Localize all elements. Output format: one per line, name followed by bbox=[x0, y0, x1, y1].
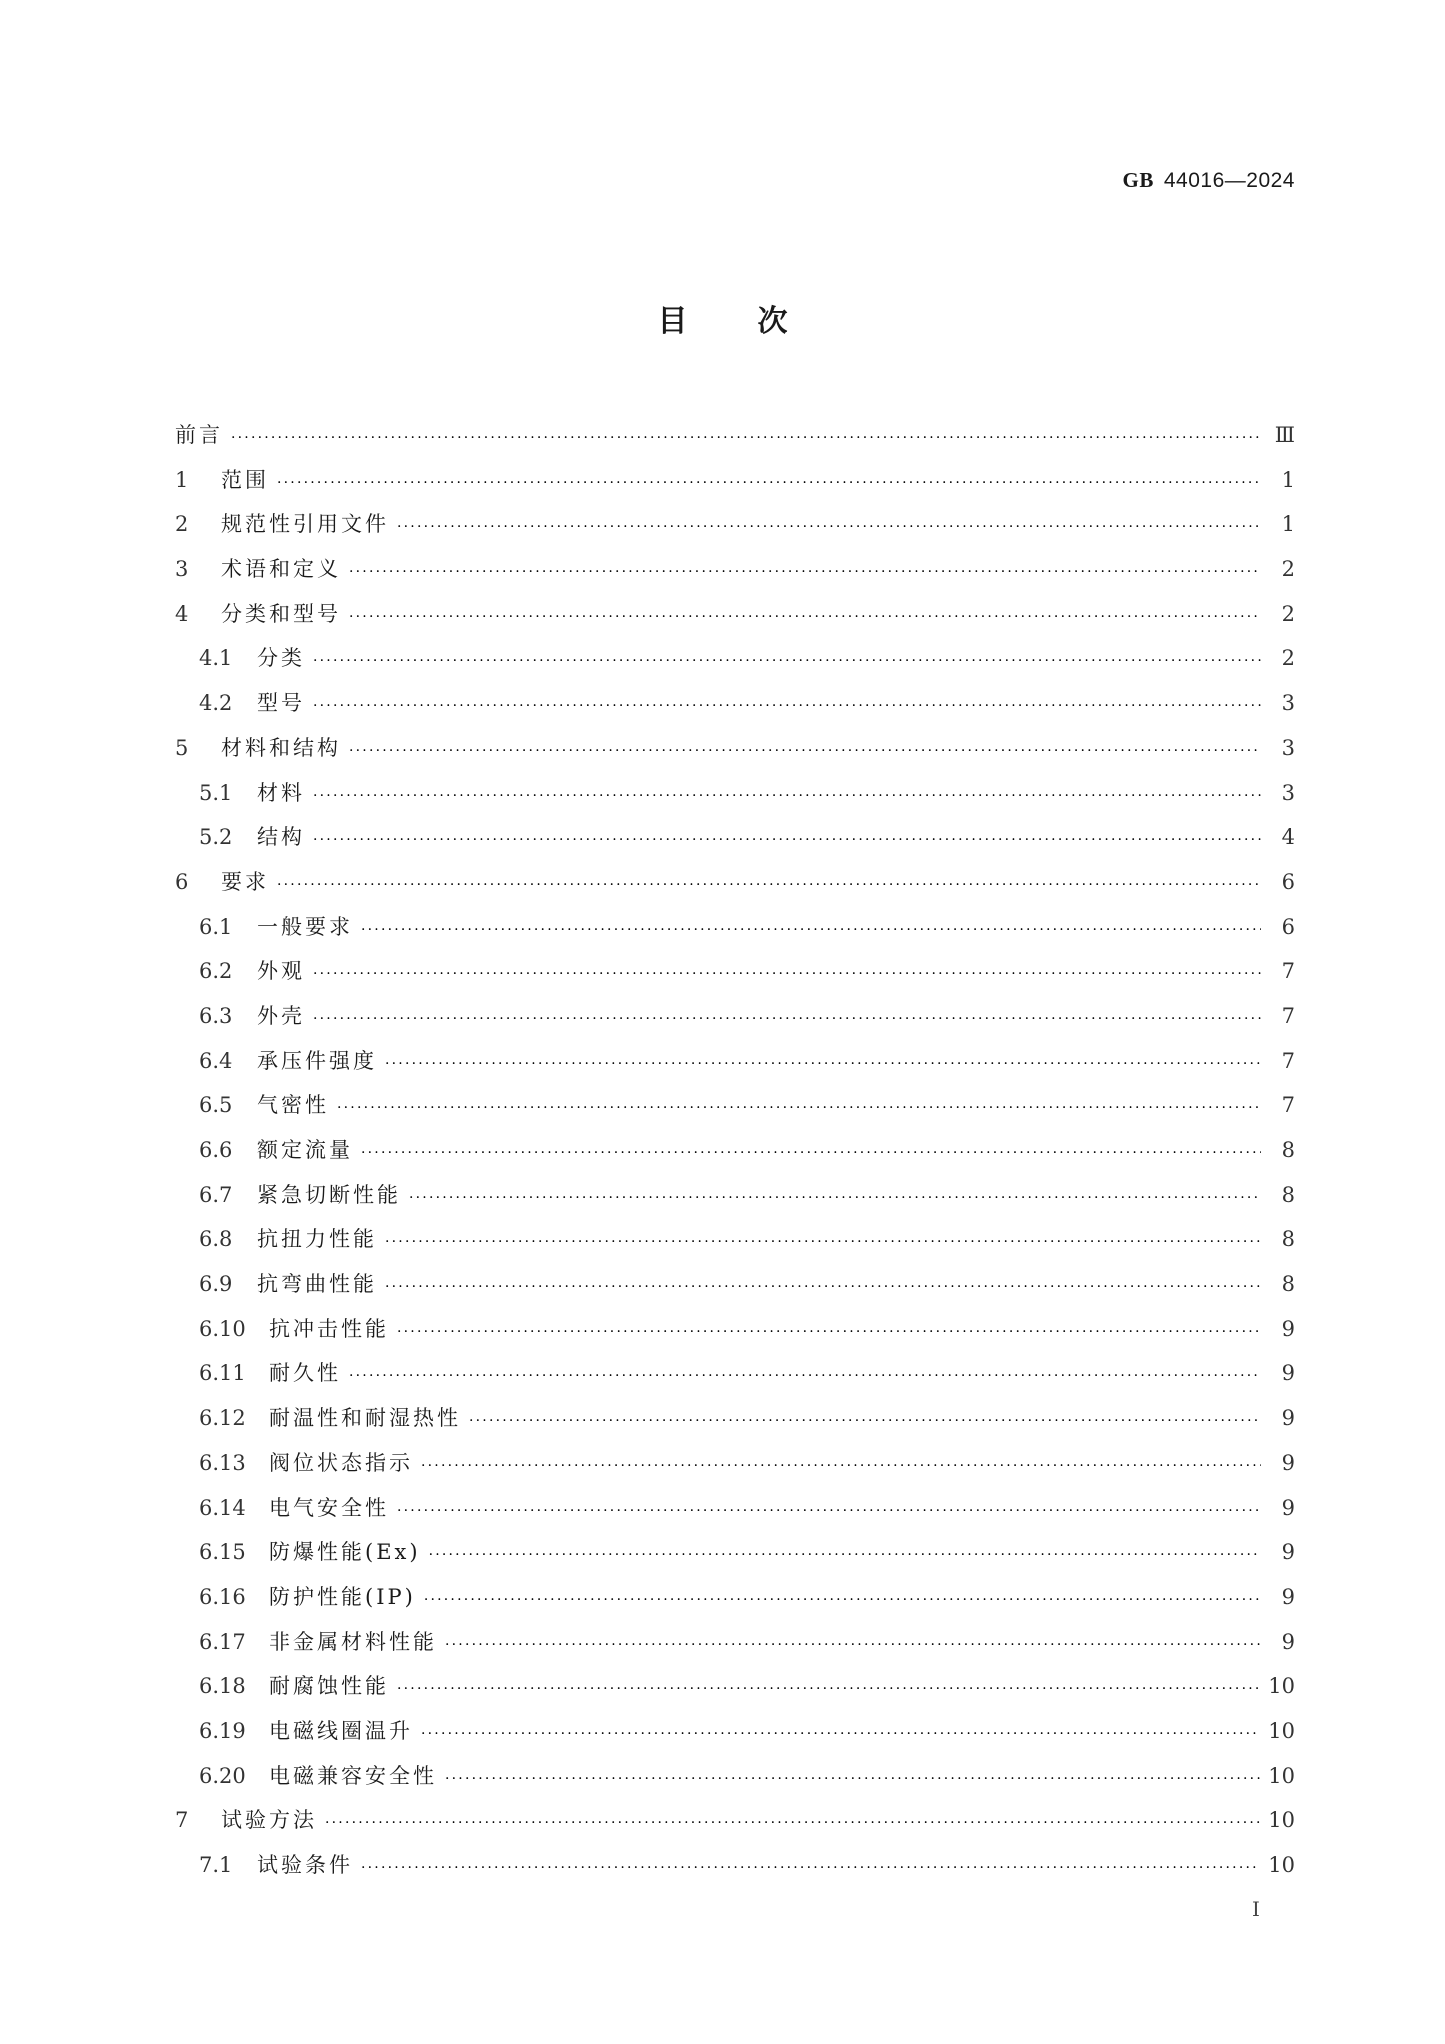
toc-entry-number: 6.4 bbox=[199, 1048, 233, 1073]
toc-leader-dots bbox=[385, 1042, 1261, 1087]
toc-entry-label: 前言 bbox=[175, 423, 223, 447]
toc-entry[interactable] bbox=[175, 681, 1295, 726]
table-of-contents bbox=[175, 413, 1295, 1888]
toc-entry-label: 外观 bbox=[257, 959, 305, 984]
toc-entry-label: 电磁线圈温升 bbox=[269, 1718, 413, 1743]
toc-leader-dots bbox=[313, 684, 1261, 729]
toc-entry-label: 分类 bbox=[257, 646, 305, 671]
toc-entry-number: 6.15 bbox=[199, 1540, 246, 1565]
toc-entry-page: 2 bbox=[1281, 557, 1295, 582]
toc-entry-label: 抗冲击性能 bbox=[269, 1316, 389, 1341]
toc-entry-label: 耐久性 bbox=[269, 1361, 341, 1386]
toc-entry-label: 范围 bbox=[221, 467, 269, 492]
standard-number: 44016—2024 bbox=[1163, 169, 1295, 192]
toc-entry-number: 6.3 bbox=[199, 1003, 233, 1028]
toc-entry[interactable] bbox=[175, 1441, 1295, 1486]
toc-entry-page: 7 bbox=[1281, 1093, 1295, 1118]
toc-entry[interactable] bbox=[175, 1798, 1295, 1843]
page-title bbox=[0, 296, 1445, 340]
toc-entry[interactable] bbox=[175, 502, 1295, 547]
toc-entry-number: 6.1 bbox=[199, 914, 233, 939]
toc-entry-number: 6.12 bbox=[199, 1406, 246, 1431]
toc-entry-page: 8 bbox=[1281, 1272, 1295, 1297]
page-number: I bbox=[1252, 1897, 1260, 1921]
toc-entry-page: 10 bbox=[1268, 1674, 1295, 1699]
toc-entry-label: 试验条件 bbox=[257, 1853, 353, 1877]
toc-leader-dots bbox=[421, 1712, 1260, 1757]
toc-entry[interactable] bbox=[175, 547, 1295, 592]
toc-entry[interactable] bbox=[175, 1217, 1295, 1262]
toc-entry[interactable] bbox=[175, 636, 1295, 681]
toc-leader-dots bbox=[349, 1354, 1261, 1399]
standard-prefix: GB bbox=[1122, 168, 1154, 192]
toc-entry[interactable] bbox=[175, 592, 1295, 637]
toc-leader-dots bbox=[313, 818, 1261, 863]
toc-entry[interactable] bbox=[175, 1530, 1295, 1575]
toc-entry-number: 5.2 bbox=[199, 825, 233, 850]
toc-entry-page: 2 bbox=[1281, 601, 1295, 626]
toc-entry-page: 7 bbox=[1281, 1048, 1295, 1073]
toc-entry-page: 10 bbox=[1268, 1763, 1295, 1788]
toc-entry-label: 外壳 bbox=[257, 1003, 305, 1028]
toc-entry[interactable] bbox=[175, 1083, 1295, 1128]
toc-entry-number: 4 bbox=[175, 601, 189, 626]
toc-leader-dots bbox=[409, 1176, 1261, 1221]
toc-entry-page: 9 bbox=[1281, 1361, 1295, 1386]
toc-leader-dots bbox=[397, 505, 1261, 550]
toc-entry-number: 7.1 bbox=[199, 1853, 233, 1877]
toc-entry[interactable] bbox=[175, 458, 1295, 503]
toc-leader-dots bbox=[313, 639, 1261, 684]
toc-leader-dots bbox=[349, 550, 1261, 595]
toc-entry-label: 电磁兼容安全性 bbox=[269, 1763, 437, 1788]
toc-entry-label: 阀位状态指示 bbox=[269, 1450, 413, 1475]
toc-leader-dots bbox=[397, 1310, 1261, 1355]
toc-entry[interactable] bbox=[175, 860, 1295, 905]
toc-entry[interactable] bbox=[175, 771, 1295, 816]
toc-entry-number: 6.19 bbox=[199, 1718, 246, 1743]
toc-leader-dots bbox=[231, 416, 1261, 461]
toc-entry-number: 6 bbox=[175, 869, 189, 894]
toc-entry-label: 气密性 bbox=[257, 1093, 329, 1118]
toc-leader-dots bbox=[424, 1578, 1261, 1623]
toc-entry-label: 耐腐蚀性能 bbox=[269, 1674, 389, 1699]
toc-entry-label: 一般要求 bbox=[257, 914, 353, 939]
toc-entry[interactable] bbox=[175, 1620, 1295, 1665]
toc-entry-label: 抗弯曲性能 bbox=[257, 1272, 377, 1297]
toc-entry-number: 7 bbox=[175, 1808, 189, 1833]
toc-entry[interactable] bbox=[175, 905, 1295, 950]
toc-leader-dots bbox=[277, 863, 1261, 908]
toc-entry-label: 试验方法 bbox=[221, 1808, 317, 1833]
toc-entry-number: 6.5 bbox=[199, 1093, 233, 1118]
toc-entry[interactable] bbox=[175, 1486, 1295, 1531]
toc-entry-label: 防护性能(IP) bbox=[269, 1584, 416, 1609]
toc-entry-page: 1 bbox=[1281, 467, 1295, 492]
toc-entry-label: 要求 bbox=[221, 869, 269, 894]
toc-leader-dots bbox=[277, 461, 1261, 506]
toc-entry-number: 6.8 bbox=[199, 1227, 233, 1252]
toc-entry-label: 型号 bbox=[257, 691, 305, 716]
toc-entry-label: 分类和型号 bbox=[221, 601, 341, 626]
toc-entry[interactable] bbox=[175, 1262, 1295, 1307]
toc-entry-number: 1 bbox=[175, 467, 189, 492]
toc-entry-number: 6.6 bbox=[199, 1138, 233, 1162]
toc-entry-label: 耐温性和耐湿热性 bbox=[269, 1406, 461, 1431]
toc-entry-label: 材料 bbox=[257, 780, 305, 805]
toc-entry-label: 紧急切断性能 bbox=[257, 1182, 401, 1207]
toc-entry-number: 4.2 bbox=[199, 691, 233, 716]
toc-entry-page: 9 bbox=[1281, 1316, 1295, 1341]
toc-entry-page: 9 bbox=[1281, 1495, 1295, 1520]
toc-entry-number: 4.1 bbox=[199, 646, 233, 671]
toc-entry-label: 结构 bbox=[257, 825, 305, 850]
toc-entry-page: 1 bbox=[1281, 512, 1295, 537]
toc-entry-label: 材料和结构 bbox=[221, 735, 341, 760]
toc-entry[interactable] bbox=[175, 1396, 1295, 1441]
toc-leader-dots bbox=[325, 1801, 1260, 1846]
toc-entry-number: 6.11 bbox=[199, 1361, 246, 1386]
toc-leader-dots bbox=[397, 1489, 1261, 1534]
toc-entry-page: 4 bbox=[1281, 825, 1295, 850]
toc-entry-page: Ⅲ bbox=[1274, 423, 1295, 447]
toc-entry-number: 6.9 bbox=[199, 1272, 233, 1297]
toc-entry-number: 6.16 bbox=[199, 1584, 246, 1609]
toc-entry-number: 6.13 bbox=[199, 1450, 246, 1475]
toc-leader-dots bbox=[337, 1086, 1261, 1131]
toc-entry-page: 6 bbox=[1281, 869, 1295, 894]
toc-entry[interactable] bbox=[175, 413, 1295, 458]
toc-entry-label: 抗扭力性能 bbox=[257, 1227, 377, 1252]
toc-entry-page: 10 bbox=[1268, 1718, 1295, 1743]
toc-leader-dots bbox=[421, 1444, 1261, 1489]
toc-entry-label: 防爆性能(Ex) bbox=[269, 1540, 421, 1565]
toc-entry-page: 2 bbox=[1281, 646, 1295, 671]
toc-entry-page: 3 bbox=[1281, 780, 1295, 805]
toc-entry-label: 电气安全性 bbox=[269, 1495, 389, 1520]
toc-entry[interactable] bbox=[175, 949, 1295, 994]
title-char-2: 次 bbox=[757, 304, 788, 339]
toc-entry[interactable] bbox=[175, 1709, 1295, 1754]
toc-leader-dots bbox=[445, 1623, 1261, 1668]
toc-entry[interactable] bbox=[175, 1754, 1295, 1799]
toc-entry-page: 10 bbox=[1268, 1808, 1295, 1833]
toc-entry-page: 9 bbox=[1281, 1629, 1295, 1654]
toc-leader-dots bbox=[445, 1757, 1260, 1802]
toc-leader-dots bbox=[397, 1667, 1260, 1712]
toc-leader-dots bbox=[349, 595, 1261, 640]
toc-leader-dots bbox=[313, 997, 1261, 1042]
toc-entry-label: 非金属材料性能 bbox=[269, 1629, 437, 1654]
toc-entry[interactable] bbox=[175, 1173, 1295, 1218]
toc-entry[interactable] bbox=[175, 1575, 1295, 1620]
toc-entry-page: 3 bbox=[1281, 735, 1295, 760]
standard-code bbox=[1123, 168, 1295, 193]
toc-entry-page: 7 bbox=[1281, 1003, 1295, 1028]
toc-entry-number: 5.1 bbox=[199, 780, 233, 805]
toc-entry-number: 6.17 bbox=[199, 1629, 246, 1654]
toc-entry[interactable] bbox=[175, 726, 1295, 771]
toc-leader-dots bbox=[313, 952, 1261, 997]
toc-entry-number: 6.2 bbox=[199, 959, 233, 984]
toc-entry-page: 9 bbox=[1281, 1406, 1295, 1431]
toc-entry-label: 规范性引用文件 bbox=[221, 512, 389, 537]
toc-entry-page: 8 bbox=[1281, 1182, 1295, 1207]
toc-entry-number: 6.14 bbox=[199, 1495, 246, 1520]
toc-leader-dots bbox=[361, 1131, 1261, 1176]
toc-entry[interactable] bbox=[175, 1307, 1295, 1352]
toc-entry-page: 3 bbox=[1281, 691, 1295, 716]
toc-entry-page: 7 bbox=[1281, 959, 1295, 984]
toc-entry-number: 5 bbox=[175, 735, 189, 760]
toc-leader-dots bbox=[361, 1846, 1260, 1891]
toc-entry-page: 8 bbox=[1281, 1227, 1295, 1252]
toc-entry[interactable] bbox=[175, 815, 1295, 860]
toc-entry-page: 9 bbox=[1281, 1584, 1295, 1609]
title-char-1: 目 bbox=[657, 304, 688, 339]
toc-leader-dots bbox=[361, 908, 1261, 953]
toc-entry-label: 术语和定义 bbox=[221, 557, 341, 582]
toc-entry[interactable] bbox=[175, 1351, 1295, 1396]
toc-entry-page: 9 bbox=[1281, 1540, 1295, 1565]
toc-leader-dots bbox=[385, 1220, 1261, 1265]
toc-leader-dots bbox=[313, 774, 1261, 819]
toc-entry-number: 6.10 bbox=[199, 1316, 246, 1341]
toc-entry-page: 8 bbox=[1281, 1138, 1295, 1162]
toc-entry[interactable] bbox=[175, 994, 1295, 1039]
toc-entry-page: 10 bbox=[1268, 1853, 1295, 1877]
toc-entry-label: 额定流量 bbox=[257, 1138, 353, 1162]
toc-leader-dots bbox=[349, 729, 1261, 774]
toc-leader-dots bbox=[469, 1399, 1261, 1444]
toc-leader-dots bbox=[429, 1533, 1261, 1578]
toc-entry-label: 承压件强度 bbox=[257, 1048, 377, 1073]
toc-entry-number: 6.18 bbox=[199, 1674, 246, 1699]
toc-entry[interactable] bbox=[175, 1128, 1295, 1173]
toc-entry[interactable] bbox=[175, 1664, 1295, 1709]
toc-entry-number: 6.20 bbox=[199, 1763, 246, 1788]
toc-entry-number: 2 bbox=[175, 512, 189, 537]
toc-entry-page: 9 bbox=[1281, 1450, 1295, 1475]
toc-leader-dots bbox=[385, 1265, 1261, 1310]
toc-entry[interactable] bbox=[175, 1039, 1295, 1084]
toc-entry-number: 6.7 bbox=[199, 1182, 233, 1207]
toc-entry[interactable] bbox=[175, 1843, 1295, 1888]
toc-entry-page: 6 bbox=[1281, 914, 1295, 939]
toc-entry-number: 3 bbox=[175, 557, 189, 582]
